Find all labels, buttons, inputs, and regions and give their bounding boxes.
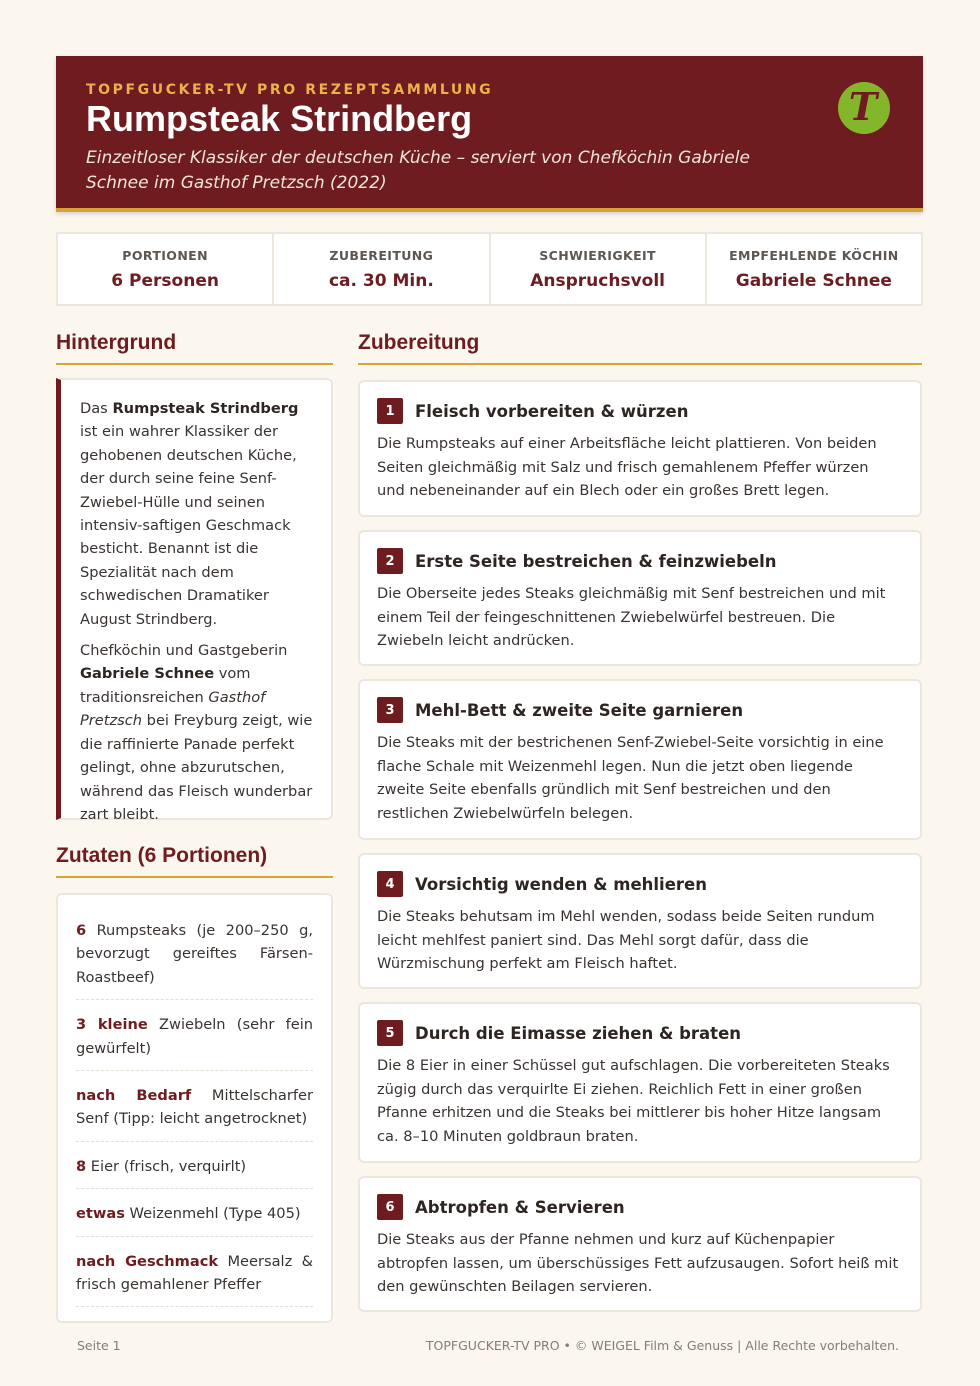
step-number: 4	[377, 871, 403, 897]
step-description: Die Rumpsteaks auf einer Arbeitsfläche leicht plattieren. Von beiden Seiten gleichmäßig mit Salz und frisch gemahlenem Pfeffer würzen und nebeneinander auf ein Blech oder ein großes Brett legen.	[377, 435, 877, 500]
step-title: Fleisch vorbereiten & würzen	[415, 401, 689, 421]
prep-step-4	[358, 853, 922, 989]
ingredient-text: Weizenmehl (Type 405)	[124, 1205, 301, 1223]
ingredient-item	[76, 1013, 313, 1071]
background-paragraph-1: Das Rumpsteak Strindberg ist ein wahrer Klassiker der gehobenen deutschen Küche, der durch seine feine Senf-Zwiebel-Hülle und seinen intensiv-saftigen Geschmack besticht. Benannt ist die Spezialität nach dem schwedischen Dramatiker August Strindberg.	[80, 400, 299, 628]
stat-label: SCHWIERIGKEIT	[539, 248, 656, 263]
stat-value: 6 Personen	[111, 271, 219, 291]
brand-logo-icon	[838, 82, 890, 134]
prep-step-6	[358, 1176, 922, 1312]
ingredients-card	[56, 893, 333, 1323]
recipe-stats	[56, 232, 923, 306]
stat-label: ZUBEREITUNG	[329, 248, 434, 263]
background-card	[56, 378, 333, 823]
stat-value: Anspruchsvoll	[530, 271, 665, 291]
stat-difficulty	[491, 234, 707, 304]
ingredient-qty: nach Bedarf	[76, 1087, 192, 1105]
page-number: Seite 1	[77, 1338, 121, 1353]
background-heading: Hintergrund	[56, 331, 333, 365]
step-number: 5	[377, 1020, 403, 1046]
step-title: Vorsichtig wenden & mehlieren	[415, 874, 707, 894]
ingredient-item	[76, 1084, 313, 1142]
recipe-title: Rumpsteak Strindberg	[86, 98, 473, 139]
stat-chef	[707, 234, 921, 304]
step-number: 6	[377, 1194, 403, 1220]
preparation-heading: Zubereitung	[358, 331, 922, 365]
collection-label: TOPFGUCKER-TV PRO REZEPTSAMMLUNG	[86, 82, 494, 98]
step-number: 1	[377, 398, 403, 424]
logo-letter: T	[848, 83, 878, 129]
step-title: Erste Seite bestreichen & feinzwiebeln	[415, 551, 777, 571]
stat-portions	[58, 234, 274, 304]
stat-label: PORTIONEN	[122, 248, 208, 263]
ingredient-qty: 3 kleine	[76, 1016, 148, 1034]
copyright-notice: TOPFGUCKER-TV PRO • © WEIGEL Film & Genuss | Alle Rechte vorbehalten.	[425, 1338, 899, 1353]
step-description: Die Oberseite jedes Steaks gleichmäßig mit Senf bestreichen und mit einem Teil der feingeschnittenen Zwiebelwürfel bestreuen. Die Zwiebeln leicht andrücken.	[377, 585, 886, 650]
prep-step-1	[358, 380, 922, 517]
ingredient-item	[76, 1202, 313, 1236]
ingredient-text: Rumpsteaks (je 200–250 g, bevorzugt gereiftes Färsen-Roastbeef)	[76, 922, 313, 986]
ingredient-qty: 8	[76, 1157, 87, 1175]
ingredients-heading: Zutaten (6 Portionen)	[56, 844, 333, 878]
stat-label: EMPFEHLENDE KÖCHIN	[729, 248, 899, 263]
step-description: Die Steaks aus der Pfanne nehmen und kurz auf Küchenpapier abtropfen lassen, um überschüssiges Fett aufzusaugen. Sofort heiß mit den gewünschten Beilagen servieren.	[377, 1231, 899, 1296]
ingredient-qty: nach Geschmack	[76, 1252, 219, 1270]
prep-step-5	[358, 1002, 922, 1163]
restaurant-name: Gasthof Pretzsch	[80, 688, 266, 730]
dish-name: Rumpsteak Strindberg	[112, 400, 299, 417]
background-paragraph-2: Chefköchin und Gastgeberin Gabriele Schnee vom traditionsreichen Gasthof Pretzsch bei Freyburg zeigt, wie die raffinierte Panade perfekt gelingt, ohne abzurutschen, während das Fleisch wunderbar zart bleibt.	[80, 642, 313, 823]
ingredient-qty: etwas	[76, 1205, 125, 1223]
step-description: Die Steaks behutsam im Mehl wenden, sodass beide Seiten rundum leicht mehlfest paniert sind. Das Mehl sorgt dafür, dass die Würzmischung perfekt am Fleisch haftet.	[377, 908, 875, 973]
prep-step-2	[358, 530, 922, 666]
ingredient-item	[76, 1155, 313, 1189]
stat-prep-time	[274, 234, 490, 304]
stat-value: ca. 30 Min.	[328, 271, 434, 291]
ingredient-text: Mittelscharfer Senf (Tipp: leicht angetrocknet)	[76, 1087, 313, 1128]
stat-value: Gabriele Schnee	[735, 271, 892, 291]
step-description: Die 8 Eier in einer Schüssel gut aufschlagen. Die vorbereiteten Steaks zügig durch das verquirlte Ei ziehen. Reichlich Fett in einer großen Pfanne erhitzen und die Steaks bei mittlerer bis hoher Hitze langsam ca. 8–10 Minuten goldbraun braten.	[377, 1057, 890, 1145]
ingredient-item	[76, 1250, 313, 1308]
step-number: 3	[377, 697, 403, 723]
recipe-header	[56, 56, 923, 212]
ingredient-qty: 6	[76, 922, 87, 939]
chef-name: Gabriele Schnee	[80, 665, 215, 683]
step-description: Die Steaks mit der bestrichenen Senf-Zwiebel-Seite vorsichtig in eine flache Schale mit Weizenmehl legen. Nun die jetzt oben liegende zweite Seite ebenfalls gründlich mit Senf bestreichen und den restlichen Zwiebelwürfeln belegen.	[377, 734, 884, 822]
recipe-subtitle: Einzeitloser Klassiker der deutschen Küche – serviert von Chefköchin Gabriele Schnee im Gasthof Pretzsch (2022)	[86, 148, 750, 193]
ingredient-text: Meersalz & frisch gemahlener Pfeffer	[76, 1252, 313, 1294]
ingredient-text: Eier (frisch, verquirlt)	[86, 1157, 247, 1175]
prep-step-3	[358, 679, 922, 840]
ingredient-item	[76, 919, 313, 1000]
ingredient-text: Zwiebeln (sehr fein gewürfelt)	[76, 1016, 314, 1057]
step-title: Mehl-Bett & zweite Seite garnieren	[415, 700, 744, 720]
step-title: Durch die Eimasse ziehen & braten	[415, 1023, 742, 1043]
step-title: Abtropfen & Servieren	[415, 1197, 625, 1217]
step-number: 2	[377, 548, 403, 574]
